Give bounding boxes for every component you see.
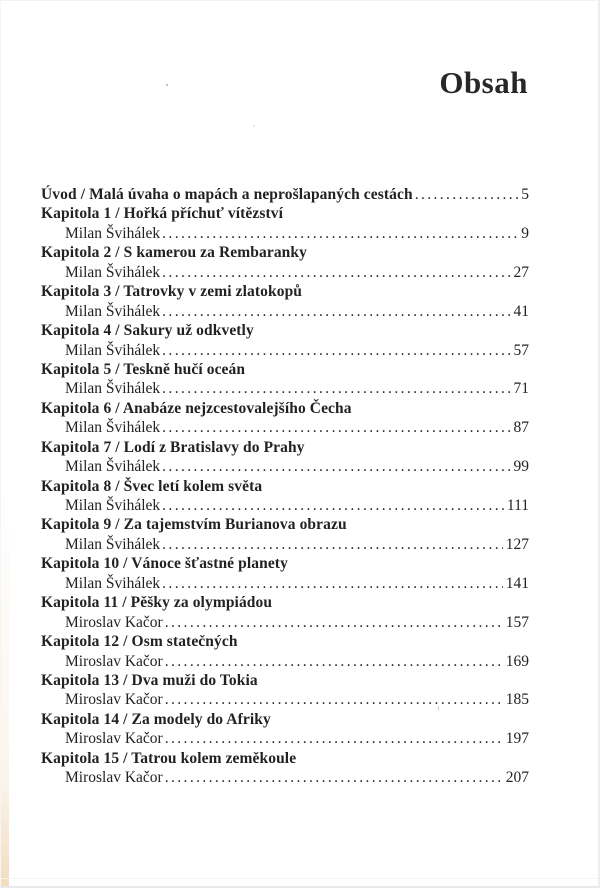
toc-entry-author: Miroslav Kačor xyxy=(65,730,163,748)
page-number: 197 xyxy=(505,730,529,748)
toc-entry-author: Milan Švihálek xyxy=(65,535,161,553)
dot-leader xyxy=(160,418,510,437)
toc-entry-title: Kapitola 6 / Anabáze nejzcestovalejšího Čecha xyxy=(41,399,352,417)
toc-entry-author-row xyxy=(41,768,529,787)
toc-entry-author: Milan Švihálek xyxy=(65,302,161,320)
toc-entry-title: Kapitola 9 / Za tajemstvím Burianova obrazu xyxy=(41,516,347,534)
page-number: 185 xyxy=(505,691,529,709)
toc-entry-author-row xyxy=(41,341,529,360)
toc-entry-title: Kapitola 14 / Za modely do Afriky xyxy=(41,710,271,728)
toc-entry xyxy=(41,321,529,340)
toc-entry-author: Miroslav Kačor xyxy=(65,613,163,631)
toc-entry-author: Milan Švihálek xyxy=(65,341,161,359)
toc-entry-author-row xyxy=(41,263,529,282)
scan-edge-shading xyxy=(1,1,9,886)
toc-entry-author: Milan Švihálek xyxy=(65,263,161,281)
toc-entry xyxy=(41,204,529,223)
toc-entry xyxy=(41,477,529,496)
toc-entry-author: Milan Švihálek xyxy=(65,224,161,242)
toc-entry-author-row xyxy=(41,729,529,748)
toc-entry xyxy=(41,360,529,379)
toc-entry xyxy=(41,438,529,457)
page-number: 9 xyxy=(521,224,529,242)
toc-entry-title: Kapitola 1 / Hořká příchuť vítězství xyxy=(41,205,284,223)
toc-entry-author-row xyxy=(41,652,529,671)
toc-entry-author: Miroslav Kačor xyxy=(65,691,163,709)
page-title: Obsah xyxy=(439,65,528,100)
toc-entry-author: Miroslav Kačor xyxy=(65,652,163,670)
page-number: 71 xyxy=(513,380,529,398)
dot-leader xyxy=(160,457,510,476)
dot-leader xyxy=(160,574,503,593)
toc-entry-author: Milan Švihálek xyxy=(65,419,161,437)
page-number: 169 xyxy=(505,652,529,670)
dot-leader xyxy=(160,341,510,360)
page-number: 57 xyxy=(513,341,529,359)
toc-entry-author: Milan Švihálek xyxy=(65,574,161,592)
toc-entry-title: Kapitola 15 / Tatrou kolem zeměkoule xyxy=(41,749,297,767)
scan-speck xyxy=(253,125,255,127)
page-number: 207 xyxy=(505,769,529,787)
toc-entry-author-row xyxy=(41,379,529,398)
toc-entry-title: Kapitola 5 / Teskně hučí oceán xyxy=(41,360,246,378)
toc-entry-title: Kapitola 13 / Dva muži do Tokia xyxy=(41,671,258,689)
dot-leader xyxy=(163,768,503,787)
toc-entry-title: Kapitola 11 / Pěšky za olympiádou xyxy=(41,594,273,612)
toc-entry xyxy=(41,554,529,573)
dot-leader xyxy=(163,652,503,671)
toc-entry-author-row xyxy=(41,418,529,437)
page-number: 41 xyxy=(513,302,529,320)
page-number: 157 xyxy=(505,613,529,631)
dot-leader xyxy=(413,185,519,204)
page-number: 27 xyxy=(513,263,529,281)
toc-entry-title: Kapitola 10 / Vánoce šťastné planety xyxy=(41,555,288,573)
toc-entry-title: Kapitola 7 / Lodí z Bratislavy do Prahy xyxy=(41,438,305,456)
toc-entry-title: Kapitola 2 / S kamerou za Rembaranky xyxy=(41,244,307,262)
toc-entry-title: Kapitola 12 / Osm statečných xyxy=(41,633,238,651)
dot-leader xyxy=(160,379,510,398)
toc-entry xyxy=(41,282,529,301)
toc-entry xyxy=(41,593,529,612)
toc-entry-author-row xyxy=(41,457,529,476)
table-of-contents xyxy=(41,185,529,788)
page-number: 111 xyxy=(506,497,529,514)
dot-leader xyxy=(163,690,503,709)
toc-entry xyxy=(41,749,529,768)
dot-leader xyxy=(163,613,503,632)
dot-leader xyxy=(160,302,510,321)
toc-entry-author: Miroslav Kačor xyxy=(65,769,163,787)
dot-leader xyxy=(160,496,504,515)
toc-entry-author-row xyxy=(41,574,529,593)
toc-entry-title: Kapitola 8 / Švec letí kolem světa xyxy=(41,477,263,495)
toc-entry-author: Milan Švihálek xyxy=(65,497,161,514)
toc-entry xyxy=(41,671,529,690)
toc-entry-author: Milan Švihálek xyxy=(65,458,161,476)
toc-entry xyxy=(41,185,529,204)
dot-leader xyxy=(160,535,503,554)
page-number: 127 xyxy=(505,535,529,553)
page-number: 99 xyxy=(513,458,529,476)
dot-leader xyxy=(163,729,503,748)
page-number: 87 xyxy=(513,419,529,437)
toc-entry-author-row xyxy=(41,224,529,243)
toc-entry xyxy=(41,710,529,729)
toc-entry-author-row xyxy=(41,302,529,321)
toc-entry xyxy=(41,632,529,651)
toc-entry xyxy=(41,515,529,534)
dot-leader xyxy=(160,224,518,243)
toc-entry xyxy=(41,243,529,262)
toc-entry-author: Milan Švihálek xyxy=(65,380,161,398)
page-number: 5 xyxy=(521,186,529,203)
toc-entry-author-row xyxy=(41,496,529,515)
toc-entry-title: Kapitola 3 / Tatrovky v zemi zlatokopů xyxy=(41,283,303,301)
toc-entry-title: Úvod / Malá úvaha o mapách a neprošlapaných cestách xyxy=(41,186,413,203)
scan-bottom-line xyxy=(1,878,598,879)
toc-entry xyxy=(41,399,529,418)
dot-leader xyxy=(160,263,510,282)
page-number: 141 xyxy=(505,574,529,592)
toc-entry-author-row xyxy=(41,613,529,632)
toc-entry-title: Kapitola 4 / Sakury už odkvetly xyxy=(41,322,254,340)
toc-entry-author-row xyxy=(41,535,529,554)
toc-entry-author-row xyxy=(41,690,529,709)
scan-speck xyxy=(166,84,168,86)
